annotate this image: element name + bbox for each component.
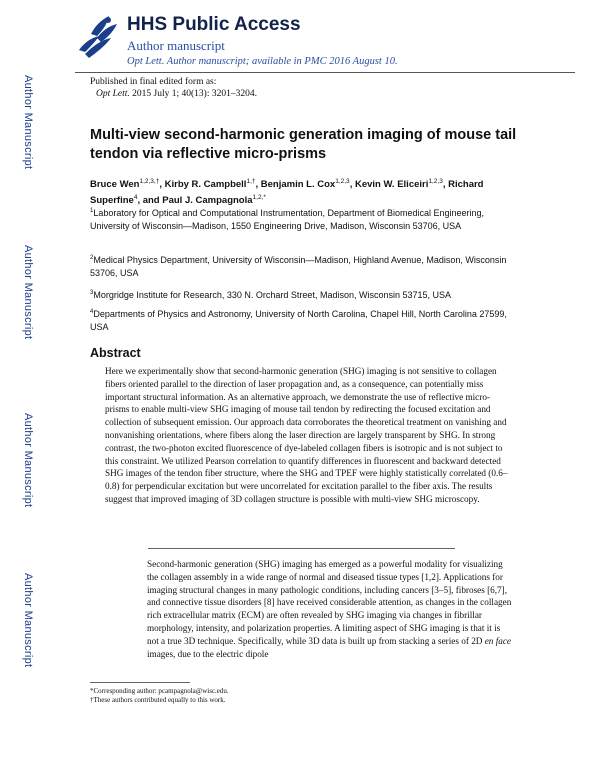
footnote: †These authors contributed equally to this work. <box>90 696 226 704</box>
author-sup: 1,† <box>246 178 256 185</box>
author-sup: 1,2,3 <box>335 178 350 185</box>
author-name: Kevin W. Eliceiri <box>354 179 429 191</box>
body-text-after: images, due to the electric dipole <box>147 648 269 659</box>
publication-label: Published in final edited form as: <box>90 77 217 87</box>
affiliation-sup: 4 <box>90 309 94 315</box>
affiliation-text: Laboratory for Optical and Computational Instrumentation, Department of Biomedical Engineering, University of Wisconsin—Madison, 1550 Engineering Drive, Madison, Wisconsin 53706, USA <box>90 208 485 231</box>
body-text-before: Second-harmonic generation (SHG) imaging has emerged as a powerful modality for visualizing the collagen assembly in a wide range of normal and diseased tissue types [1,2]. Applications for imaging structural changes in many pathologic conditions, including cancers [3–5], fibroses [6,7], and connective tissue disorders [8] have received considerable attention, as changes in the collagen rich extracellular matrix (ECM) are often revealed by SHG imaging via changes in fibrillar morphology, intensity, and polarization properties. A limiting aspect of SHG imaging is that it is not a true 3D technique. Specifically, while 3D data is built up from stacking a series of 2D <box>147 559 512 646</box>
header-rule <box>75 72 575 73</box>
publication-info <box>90 76 257 100</box>
author-sep: , <box>255 179 261 191</box>
affiliation-sup: 2 <box>90 255 94 261</box>
publication-journal: Opt Lett. <box>96 89 130 99</box>
sidebar <box>0 0 40 776</box>
author-sup: 1,2,3,† <box>139 178 160 185</box>
author-name: Richard Superfine <box>90 179 484 207</box>
author-sup: 4 <box>133 194 138 202</box>
header-journal: Opt Lett. <box>127 56 165 67</box>
abstract-text: Here we experimentally show that second-harmonic generation (SHG) imaging is not sensitive to collagen fibers oriented parallel to the direction of laser propagation and, as a consequence, can potentially miss important structural information. As an alternative approach, we demonstrate the use of reflective micro-prisms to enable multi-view SHG imaging of mouse tail tendon by redirecting the focused excitation and collection of subsequent emission. Our approach data corroborates the theoretical treatment on vanishing and nonvanishing orientations, where fibers along the laser direction are largely transparent by SHG. In strong contrast, the two-photon excited fluorescence of dye-labeled collagen fibers is isotropic and is not subject to this constraint. We utilized Pearson correlation to quantify differences in fluorescent and backward detected SHG images of the tendon fiber structure, where the SHG and TPEF were highly statistically correlated (0.6–0.8) for perpendicular excitation but were uncorrelated for excitation parallel to the fiber axis. The results suggest that improved imaging of 3D collagen structure is possible with multi-view SHG microscopy. <box>105 366 508 504</box>
header-journal-rest: Author manuscript; available in PMC 2016 August 10. <box>164 56 398 67</box>
author-sep: , and <box>137 195 163 207</box>
footnote-rule <box>90 682 190 683</box>
affiliation-text: Departments of Physics and Astronomy, University of North Carolina, Chapel Hill, North Carolina 27599, USA <box>90 309 507 332</box>
sidebar-label: Author Manuscript <box>22 244 34 340</box>
sidebar-label: Author Manuscript <box>22 74 34 170</box>
header-subtitle: Author manuscript <box>127 38 225 53</box>
body-paragraph <box>147 558 512 660</box>
footnotes <box>90 687 229 705</box>
hhs-eagle-logo-icon <box>75 12 119 62</box>
publication-citation-text: 2015 July 1; 40(13): 3201–3204. <box>129 89 257 99</box>
author-sep: , <box>442 179 449 191</box>
sidebar-label: Author Manuscript <box>22 572 34 668</box>
author-sep: , <box>349 179 355 191</box>
author-sup: 1,2,* <box>252 194 266 202</box>
affiliation <box>90 306 520 333</box>
header <box>75 12 585 74</box>
author-sep: , <box>159 179 165 191</box>
sidebar-label: Author Manuscript <box>22 412 34 508</box>
affiliation-text: Medical Physics Department, University of Wisconsin—Madison, Highland Avenue, Madison, Wisconsin 53706, USA <box>90 255 507 278</box>
header-title: HHS Public Access <box>127 14 301 35</box>
publication-citation <box>90 88 257 100</box>
abstract-heading: Abstract <box>90 346 141 360</box>
author-name: Bruce Wen <box>90 179 140 191</box>
affiliation <box>90 287 520 302</box>
section-rule <box>148 548 455 549</box>
affiliation <box>90 205 520 232</box>
author-name: Paul J. Campagnola <box>162 195 253 207</box>
author-name: Benjamin L. Cox <box>260 179 336 191</box>
affiliation-sup: 3 <box>90 290 94 296</box>
author-sup: 1,2,3 <box>428 178 443 185</box>
article-title: Multi-view second-harmonic generation imaging of mouse tail tendon via reflective micro-prisms <box>90 127 517 162</box>
affiliation <box>90 252 520 279</box>
affiliation-sup: 1 <box>90 208 94 214</box>
author-list <box>90 175 510 207</box>
body-text-italic: en face <box>484 635 512 646</box>
header-journal-line <box>127 56 398 67</box>
affiliation-text: Morgridge Institute for Research, 330 N. Orchard Street, Madison, Wisconsin 53715, USA <box>93 290 452 300</box>
author-name: Kirby R. Campbell <box>164 179 247 191</box>
footnote: *Corresponding author: pcampagnola@wisc.edu. <box>90 687 229 695</box>
